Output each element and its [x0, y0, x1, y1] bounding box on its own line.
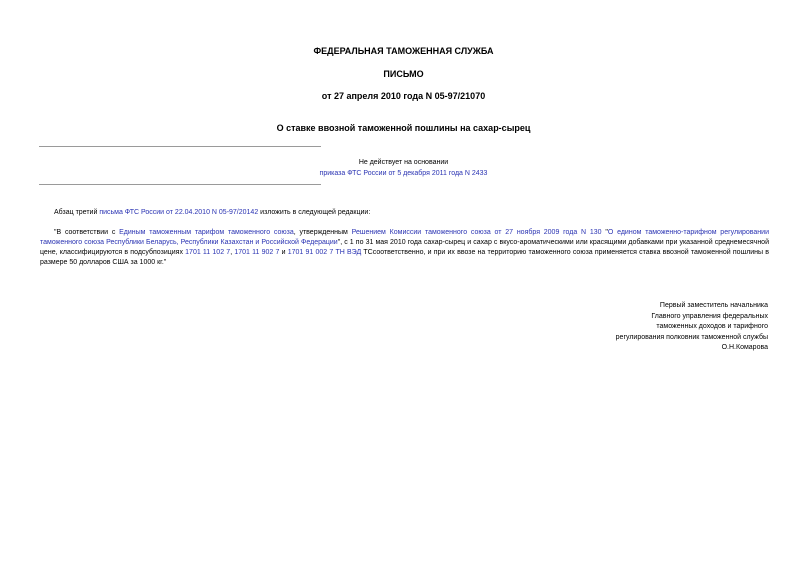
divider-top: [39, 146, 321, 147]
signature-line: регулирования полковник таможенной службы: [615, 334, 768, 341]
document-date: от 27 апреля 2010 года N 05-97/21070: [321, 91, 486, 101]
decision-link[interactable]: Решением Комиссии таможенного союза от 27 ноября 2009 года N 130: [351, 229, 602, 236]
status-note: Не действует на основании: [358, 159, 449, 166]
agency-title: ФЕДЕРАЛЬНАЯ ТАМОЖЕННАЯ СЛУЖБА: [313, 46, 494, 56]
code-link-2[interactable]: 1701 11 902 7: [234, 249, 280, 256]
signature-line: таможенных доходов и тарифного: [656, 323, 768, 330]
paragraph-text: ,: [230, 249, 235, 256]
code-link-1[interactable]: 1701 11 102 7: [185, 249, 231, 256]
letter-link[interactable]: письма ФТС России от 22.04.2010 N 05-97/20142: [99, 209, 259, 216]
divider-bottom: [39, 184, 321, 185]
paragraph-text: Абзац третий: [54, 209, 100, 216]
paragraph-text: соответственно, и при их ввозе на территорию таможенного союза применяется ставка ввозной таможенной пошлины в размере 50 долларов США за 1000 кг.": [40, 249, 770, 266]
paragraph-amendment: [40, 208, 769, 218]
paragraph-text: ", с 1 по 31 мая 2010 года сахар-сырец и сахар с вкусо-ароматическими или красящими добавками при указанной среднемесячной цене, классифицируются в подсубпозициях: [40, 239, 769, 256]
paragraph-text: ": [601, 229, 608, 236]
status-order-link[interactable]: приказа ФТС России от 5 декабря 2011 года N 2433: [319, 170, 488, 177]
document-type: ПИСЬМО: [383, 69, 424, 79]
paragraph-text: ТС: [361, 249, 373, 256]
paragraph-text: , утвержденным: [293, 229, 352, 236]
paragraph-text: "В соответствии с: [54, 229, 120, 236]
paragraph-text: изложить в следующей редакции:: [258, 209, 371, 216]
signature-line: Первый заместитель начальника: [659, 302, 768, 309]
paragraph-quoted-text: [40, 228, 769, 268]
paragraph-text: и: [279, 249, 288, 256]
code-link-3[interactable]: 1701 91 002 7 ТН ВЭД: [287, 249, 362, 256]
signature-line: Главного управления федеральных: [651, 313, 768, 320]
tariff-link[interactable]: Единым таможенным тарифом таможенного союза: [119, 229, 294, 236]
signatory-name: О.Н.Комарова: [721, 344, 768, 351]
regulation-link[interactable]: О едином таможенно-тарифном регулировании таможенного союза Республики Беларусь, Республики Казахстан и Российской Федерации: [40, 229, 769, 246]
status-note-line2: [40, 169, 767, 179]
document-subject: О ставке ввозной таможенной пошлины на сахар-сырец: [276, 123, 531, 133]
